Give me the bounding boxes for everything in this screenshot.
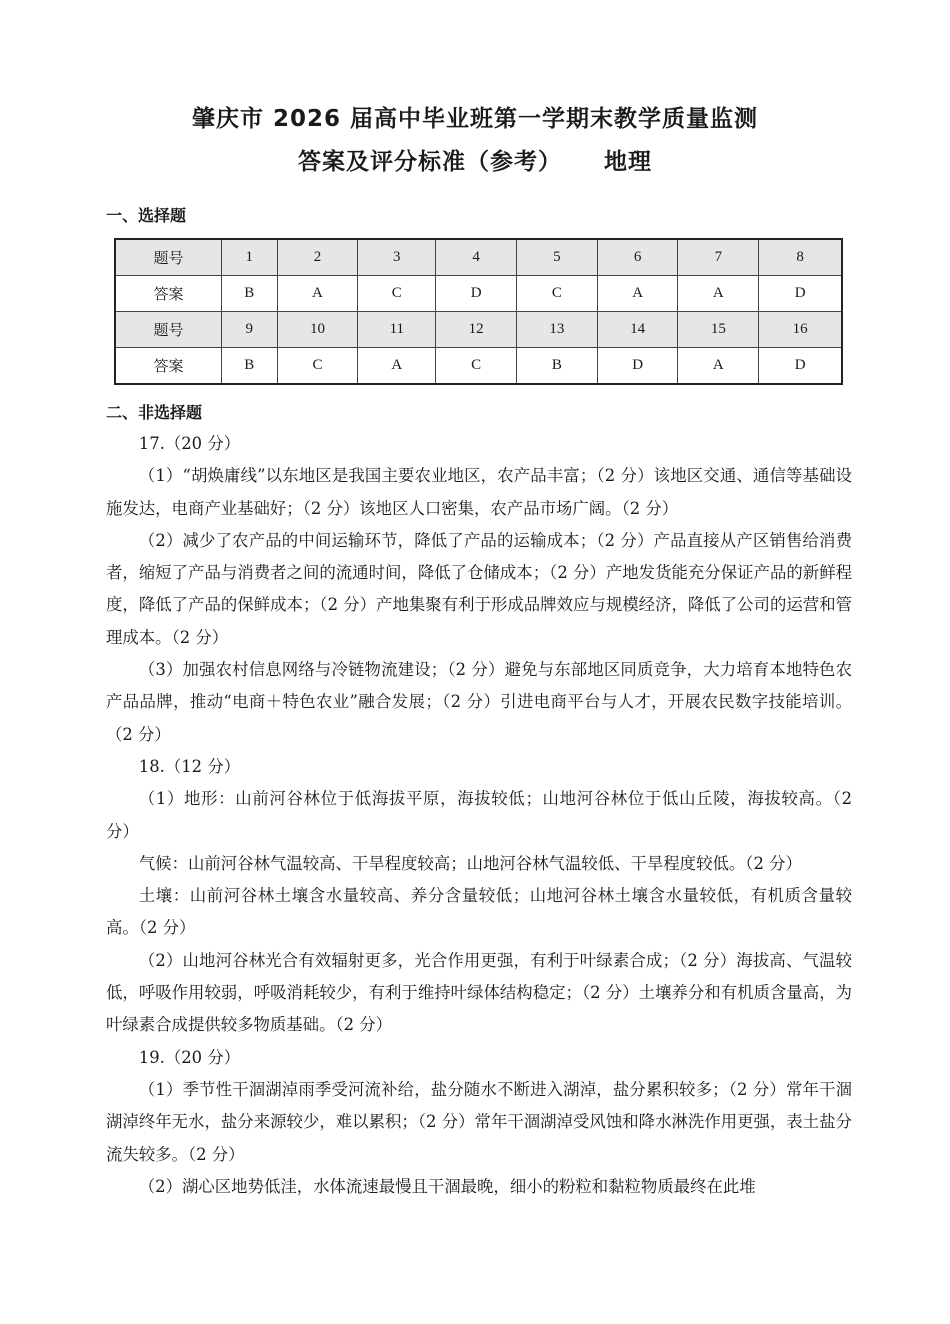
question-number-cell: 14 <box>597 312 678 348</box>
question-number-cell: 8 <box>759 239 842 276</box>
question-number-row <box>115 239 842 276</box>
row-label: 答案 <box>115 348 222 385</box>
question-number-cell: 13 <box>517 312 598 348</box>
answer-cell: D <box>759 276 842 312</box>
answer-cell: B <box>222 348 278 385</box>
question-number-cell: 16 <box>759 312 842 348</box>
answer-paragraph: 气候：山前河谷林气温较高、干旱程度较高；山地河谷林气温较低、干旱程度较低。（2 分） <box>138 853 802 873</box>
answer-paragraph: 18.（12 分） <box>138 756 241 776</box>
section-heading-nonchoice: 二、非选择题 <box>106 403 203 422</box>
answer-cell: D <box>759 348 842 385</box>
answer-row <box>115 348 842 385</box>
answer-cell: A <box>678 276 759 312</box>
section-heading-choice: 一、选择题 <box>106 206 187 225</box>
document-title: 肇庆市 2026 届高中毕业班第一学期末教学质量监测 <box>191 106 759 132</box>
answer-paragraph: 土壤：山前河谷林土壤含水量较高、养分含量较低；山地河谷林土壤含水量较低，有机质含量较高。（2 分） <box>106 886 852 938</box>
subject-label: 地理 <box>604 149 652 175</box>
answer-row <box>115 276 842 312</box>
answer-cell: C <box>517 276 598 312</box>
answer-cell: D <box>436 276 517 312</box>
answer-paragraph: （1）“胡焕庸线”以东地区是我国主要农业地区，农产品丰富；（2 分）该地区交通、通信等基础设施发达，电商产业基础好；（2 分）该地区人口密集，农产品市场广阔。（2 分） <box>106 466 852 518</box>
question-number-cell: 3 <box>358 239 436 276</box>
answer-cell: A <box>277 276 358 312</box>
answer-cell: D <box>597 348 678 385</box>
question-number-cell: 10 <box>277 312 358 348</box>
answer-paragraph: （1）地形：山前河谷林位于低海拔平原，海拔较低；山地河谷林位于低山丘陵，海拔较高。（2 分） <box>106 789 852 841</box>
answer-cell: A <box>678 348 759 385</box>
answer-cell: C <box>358 276 436 312</box>
row-label: 答案 <box>115 276 222 312</box>
question-number-cell: 1 <box>222 239 278 276</box>
answer-paragraph: （2）山地河谷林光合有效辐射更多，光合作用更强，有利于叶绿素合成；（2 分）海拔高、气温较低，呼吸作用较弱，呼吸消耗较少，有利于维持叶绿体结构稳定；（2 分）土壤养分和有机质含量高，为叶绿素合成提供较多物质基础。（2 分） <box>106 950 852 1035</box>
answer-paragraph: 19.（20 分） <box>138 1047 241 1067</box>
question-number-cell: 2 <box>277 239 358 276</box>
question-number-cell: 12 <box>436 312 517 348</box>
answer-paragraph: （2）湖心区地势低洼，水体流速最慢且干涸最晚，细小的粉粒和黏粒物质最终在此堆 <box>138 1176 756 1196</box>
question-number-cell: 11 <box>358 312 436 348</box>
answer-cell: A <box>597 276 678 312</box>
question-number-cell: 7 <box>678 239 759 276</box>
question-number-cell: 9 <box>222 312 278 348</box>
question-number-row <box>115 312 842 348</box>
answer-cell: B <box>517 348 598 385</box>
answer-cell: B <box>222 276 278 312</box>
subtitle-text: 答案及评分标准（参考） <box>298 149 562 175</box>
question-number-cell: 6 <box>597 239 678 276</box>
answer-paragraph: 17.（20 分） <box>138 434 241 453</box>
answer-content <box>106 428 852 1203</box>
answer-paragraph: （2）减少了农产品的中间运输环节，降低了产品的运输成本；（2 分）产品直接从产区销售给消费者，缩短了产品与消费者之间的流通时间，降低了仓储成本；（2 分）产地发货能充分保证产品的新鲜程度，降低了产品的保鲜成本；（2 分）产地集聚有利于形成品牌效应与规模经济，降低了公司的运营和管理成本。（2 分） <box>106 530 852 647</box>
row-label: 题号 <box>115 312 222 348</box>
answer-cell: A <box>358 348 436 385</box>
answer-paragraph: （3）加强农村信息网络与冷链物流建设；（2 分）避免与东部地区同质竞争，大力培育本地特色农产品品牌，推动“电商＋特色农业”融合发展；（2 分）引进电商平台与人才，开展农民数字技能培训。（2 分） <box>106 660 852 744</box>
question-number-cell: 4 <box>436 239 517 276</box>
row-label: 题号 <box>115 239 222 276</box>
answer-cell: C <box>277 348 358 385</box>
question-number-cell: 5 <box>517 239 598 276</box>
document-subtitle <box>0 143 950 176</box>
answer-paragraph: （1）季节性干涸湖淖雨季受河流补给，盐分随水不断进入湖淖，盐分累积较多；（2 分）常年干涸湖淖终年无水，盐分来源较少，难以累积；（2 分）常年干涸湖淖受风蚀和降水淋洗作用更强，表土盐分流失较多。（2 分） <box>106 1079 852 1164</box>
answer-table <box>114 238 843 385</box>
question-number-cell: 15 <box>678 312 759 348</box>
answer-cell: C <box>436 348 517 385</box>
